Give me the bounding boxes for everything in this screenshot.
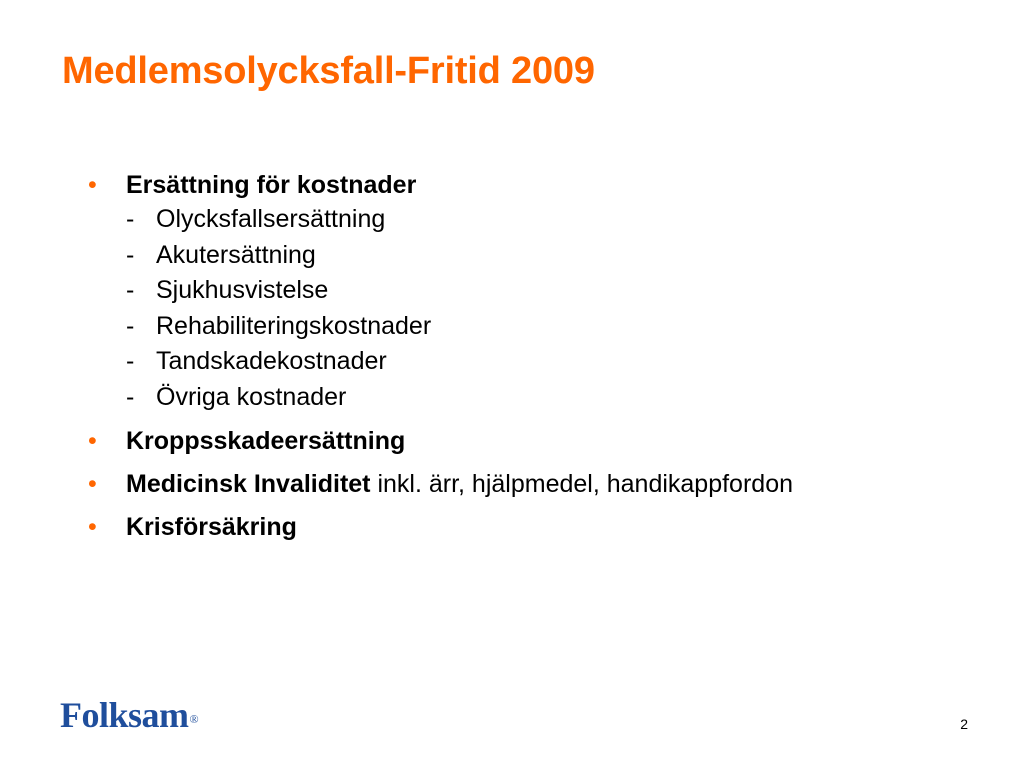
- bullet-list: [88, 168, 868, 553]
- bullet-item-costs: [88, 168, 868, 415]
- dash-icon: -: [126, 382, 135, 411]
- bullet-text: inkl. ärr, hjälpmedel, handikappfordon: [370, 470, 794, 498]
- bullet-icon: •: [88, 513, 97, 541]
- sub-item-label: Akutersättning: [156, 240, 316, 269]
- bullet-item-medical-invalidity: [88, 467, 868, 501]
- sub-item-label: Olycksfallsersättning: [156, 205, 386, 233]
- dash-icon: -: [126, 240, 135, 269]
- bullet-item-body-injury: [88, 424, 868, 458]
- sub-item-label: Övriga kostnader: [156, 382, 347, 411]
- sub-item: [126, 273, 868, 309]
- page-number: 2: [960, 716, 968, 732]
- bullet-icon: •: [88, 470, 97, 498]
- dash-icon: -: [126, 276, 135, 304]
- dash-icon: -: [126, 205, 135, 233]
- bullet-heading: Medicinsk Invaliditet: [126, 470, 371, 498]
- sub-item-label: Rehabiliteringskostnader: [156, 311, 432, 340]
- bullet-heading: Kroppsskadeersättning: [126, 427, 406, 455]
- bullet-heading: Krisförsäkring: [126, 513, 297, 541]
- dash-icon: -: [126, 311, 135, 340]
- sub-item: [126, 238, 868, 274]
- sub-item: [126, 309, 868, 345]
- sub-item-label: Sjukhusvistelse: [156, 276, 329, 304]
- bullet-heading: Ersättning för kostnader: [126, 171, 417, 199]
- registered-mark-icon: ®: [189, 712, 199, 726]
- folksam-logo: [60, 693, 198, 737]
- bullet-icon: •: [88, 427, 97, 455]
- bullet-item-crisis-insurance: [88, 510, 868, 544]
- sub-item: [126, 344, 868, 380]
- slide-title: Medlemsolycksfall-Fritid 2009: [62, 50, 595, 92]
- sub-list: [126, 202, 868, 415]
- sub-item: [126, 202, 868, 238]
- dash-icon: -: [126, 347, 135, 375]
- sub-item: [126, 380, 868, 416]
- logo-text: Folksam: [60, 695, 189, 735]
- bullet-icon: •: [88, 171, 97, 199]
- sub-item-label: Tandskadekostnader: [156, 347, 387, 375]
